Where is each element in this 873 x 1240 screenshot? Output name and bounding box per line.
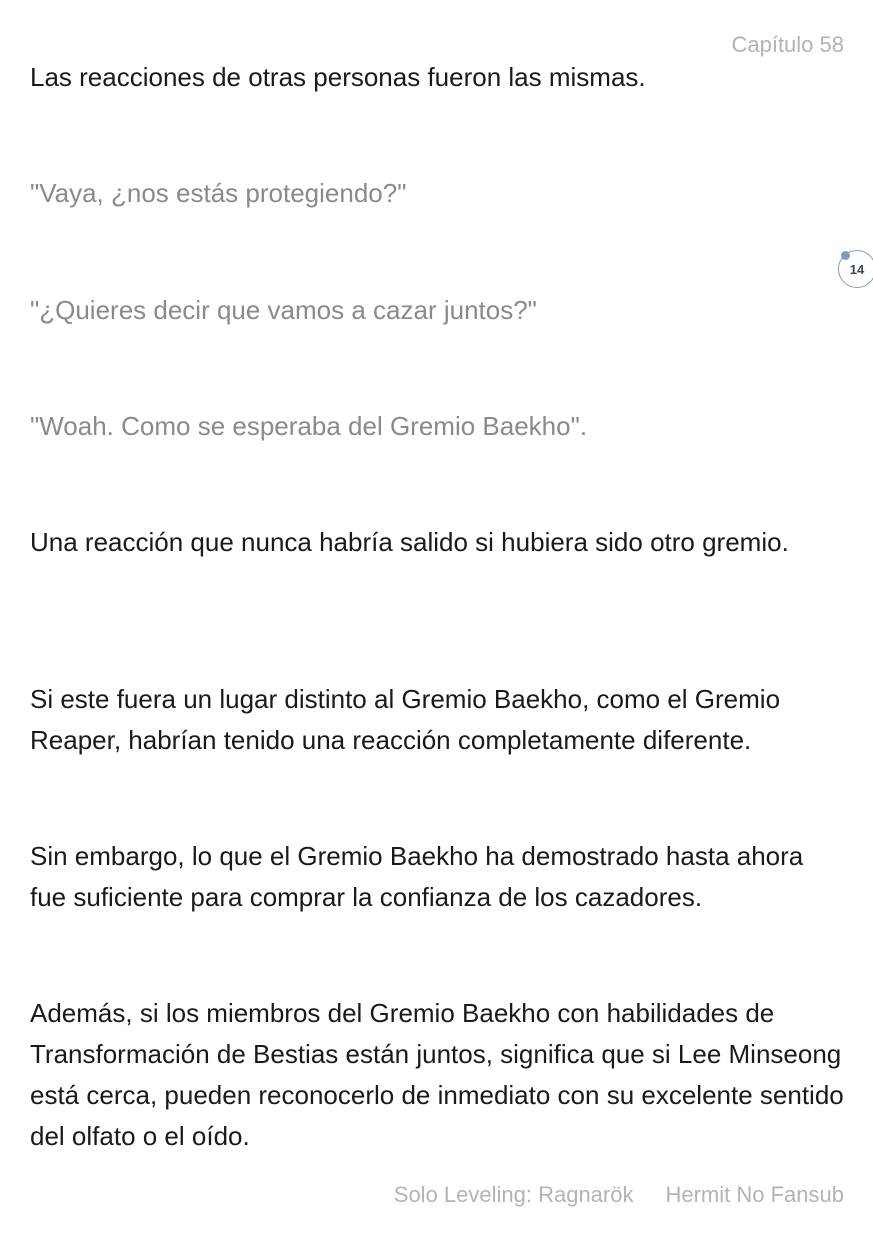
page-number: 14 [849, 261, 865, 277]
footer [394, 1182, 844, 1208]
paragraph: Una reacción que nunca habría salido si hubiera sido otro gremio. [30, 527, 789, 557]
dialogue-line: "Woah. Como se esperaba del Gremio Baekho". [30, 411, 588, 441]
paragraph: Si este fuera un lugar distinto al Gremio Baekho, como el Gremio Reaper, habrían tenido una reacción completamente diferente. [30, 684, 781, 755]
footer-title: Solo Leveling: Ragnarök [393, 1182, 634, 1207]
dialogue-line: "¿Quieres decir que vamos a cazar juntos?" [30, 295, 537, 325]
page-number-badge[interactable] [838, 250, 873, 288]
badge-dot-icon [841, 251, 850, 260]
chapter-label: Capítulo 58 [731, 32, 844, 57]
paragraph: Sin embargo, lo que el Gremio Baekho ha demostrado hasta ahora fue suficiente para comprar la confianza de los cazadores. [30, 841, 804, 912]
paragraph: Las reacciones de otras personas fueron las mismas. [30, 62, 646, 92]
dialogue-line: "Vaya, ¿nos estás protegiendo?" [30, 178, 407, 208]
paragraph: Además, si los miembros del Gremio Baekho con habilidades de Transformación de Bestias están juntos, significa que si Lee Minseong está cerca, pueden reconocerlo de inmediato con su excelente sentido del olfato o el oído. [30, 998, 844, 1151]
footer-credit: Hermit No Fansub [665, 1182, 844, 1207]
